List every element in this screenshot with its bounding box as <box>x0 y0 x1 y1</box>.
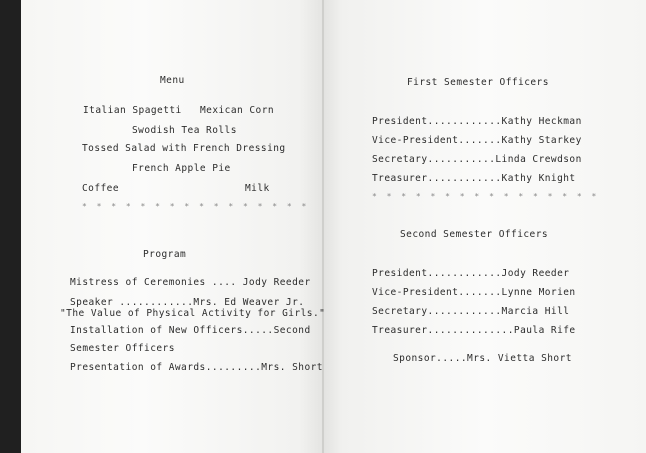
officer-line: Secretary...........Linda Crewdson <box>372 154 582 165</box>
officer-line: Vice-President.......Kathy Starkey <box>372 135 582 146</box>
officers-divider: * * * * * * * * * * * * * * * * <box>372 192 599 201</box>
officer-line: Treasurer..............Paula Rife <box>372 325 576 336</box>
program-line: Semester Officers <box>70 343 175 354</box>
menu-heading: Menu <box>160 75 185 86</box>
officer-line: President............Jody Reeder <box>372 268 570 279</box>
left-page <box>21 0 326 453</box>
menu-item: Coffee <box>82 183 120 194</box>
menu-item: French Apple Pie <box>132 163 231 174</box>
first-semester-heading: First Semester Officers <box>407 77 549 88</box>
officer-line: President............Kathy Heckman <box>372 116 582 127</box>
program-line: Installation of New Officers.....Second <box>70 325 311 336</box>
program-line: Mistress of Ceremonies .... Jody Reeder <box>70 277 311 288</box>
second-semester-heading: Second Semester Officers <box>400 229 549 240</box>
officer-line: Vice-President.......Lynne Morien <box>372 287 576 298</box>
program-line: "The Value of Physical Activity for Girls." <box>60 308 326 319</box>
program-heading: Program <box>143 249 187 260</box>
menu-item: Swodish Tea Rolls <box>132 125 237 136</box>
menu-item: Mexican Corn <box>200 105 275 116</box>
menu-item: Italian Spagetti <box>83 105 182 116</box>
program-line: Speaker ............Mrs. Ed Weaver Jr. <box>70 297 305 308</box>
sponsor-line: Sponsor.....Mrs. Vietta Short <box>393 353 572 364</box>
menu-divider: * * * * * * * * * * * * * * * * <box>82 202 309 211</box>
menu-item: Tossed Salad with French Dressing <box>82 143 286 154</box>
program-line: Presentation of Awards.........Mrs. Short <box>70 362 323 373</box>
right-page <box>323 0 646 453</box>
page-fold <box>322 0 324 453</box>
menu-item: Milk <box>245 183 270 194</box>
officer-line: Treasurer............Kathy Knight <box>372 173 576 184</box>
scanner-edge <box>0 0 21 453</box>
officer-line: Secretary............Marcia Hill <box>372 306 570 317</box>
